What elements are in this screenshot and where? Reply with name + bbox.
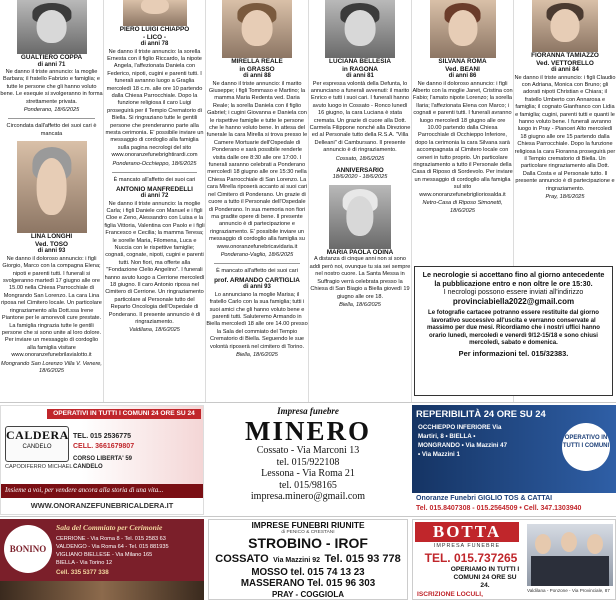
deceased-age: di anni 71 [37, 61, 66, 68]
deceased-alias: Ved. BEANI [445, 65, 480, 73]
notice-email: provinciabiella2022@gmail.com [452, 297, 575, 306]
ad-title: REPERIBILITÀ 24 ORE SU 24 [416, 408, 546, 419]
ad-address: CORSO LIBERTA' 59 CANDELO [73, 456, 132, 470]
obit-intro: È mancato all'affetto dei suoi cari [216, 268, 298, 275]
deceased-age: di anni 86 [448, 73, 477, 80]
obit-column-3 [206, 0, 308, 402]
ad-caldera [0, 405, 204, 515]
ad-title: Impresa funebre [277, 406, 339, 416]
ad-phone: Cell. 335 5377 338 [56, 569, 109, 576]
deceased-photo [329, 185, 391, 249]
ad-brand: Onoranze Funebri GIGLIO TOS & CATTAI [416, 495, 553, 502]
notice-info: Per informazioni tel. 015/32383. [458, 348, 569, 358]
ad-minero [208, 405, 408, 515]
ad-header: OPERATIVI IN TUTTI I COMUNI 24 ORE SU 24 [47, 409, 201, 419]
obit-text: Ne danno il triste annuncio: la sorella Ernesta con il figlio Riccardo, la nipote Angela, l'affezionata Daniela con Federico, nipoti, cugini e parenti tutti. I funerali avranno luogo a Graglia mercoledì 18 c.m. alle ore 10 partendo dalla Chiesa Parrocchiale. Dopo la funzione religiosa il caro Luigi proseguirà per il Tempio Crematorio di Biella. Si ringraziano tutte le gentili persone che prenderanno parte alla mesta cerimonia. E' possibile inviare un messaggio di cordoglio alla famiglia sulla pagina necrologi del sito www.onoranzefunebrightirardi.com [105, 48, 204, 159]
ad-address: Cossato - Via Marconi 13 [256, 445, 360, 456]
obit-column-6 [514, 0, 616, 262]
ad-locations: OCCHIEPPO INFERIORE Via Martiri, 8 • BIELLA • MONGRANDO • Via Mazzini 47 • Via Mazzini 1 [418, 424, 508, 458]
ad-phone: TEL. 015 2536775 [73, 433, 131, 440]
obit-text: A distanza di cinque anni non si sono addi però noi, ovunque tu sia sei sempre nel nostro cuore. La Santa Messa in Suffragio verrà celebrata presso la Chiesa di San Biagio a Biella giovedì 19 giugno alle ore 18. [309, 256, 411, 300]
deceased-name: MARIA PAOLA ODINA [326, 248, 394, 256]
ad-address: CERRIONE - Via Roma 8 - Tel. 015 2583 63 [56, 536, 166, 542]
deceased-age: di anni 72 [140, 193, 169, 200]
obit-text: Ne danno il triste annuncio: la moglie Carla; i figli Daniele con Manuel e i figli Cloe e Zeno, Alessandro con Luisa e la figlia Vittoria, Valentina con Paolo e i figli Francesco e Cecilia; la mamma Teresa; le sorelle Maria, Filomena, Luca e Nuccia con le rispettive famiglie; cognati, cognate, nipoti, cugini e parenti tutti. Non fiori, ma offerte alla "Fondazione Clelio Angelino". I funerali hanno avuto luogo a Cerrione mercoledì 18 giugno. Il caro Antonio riposa nel Cimitero di Cerrione. Un ringraziamento particolare al Personale tutto del Reparto Oncologia dell'Ospedale di Ponderano. Il presente annuncio è di ringraziamento. [104, 200, 205, 325]
deceased-name: prof. ARMANDO CARTIGLIA [214, 276, 300, 284]
deceased-photo [325, 0, 395, 58]
deceased-age: di anni 93 [37, 248, 66, 255]
deceased-alias: Ved. VETTORELLO [536, 59, 594, 67]
obit-text: Ne danno il doloroso annuncio: i figli Giorgio, Marco con la compagna Elena; nipoti e parenti tutti. I funerali si svolgeranno martedì 17 giugno alle ore 15.00 nella Chiesa Parrocchiale di Mongrando San Lorenzo. La cara Lina riposa nel Cimitero locale. Un particolare ringraziamento alla Dott.ssa Irene Piantone per le amorevoli cure prestate. La famiglia ringrazia tutte le gentili persone che si sono unite al loro dolore. Per inviare un messaggio di cordoglio alla famiglia visitare www.onoranzefunebrilavialotto.it [1, 255, 102, 359]
obit-signature: Ponderano-Occhieppo, 18/6/2025 [112, 160, 197, 167]
ad-email: impresa.minero@gmail.com [250, 491, 366, 502]
ad-town: PRAY - COGGIOLA [271, 589, 344, 599]
ad-address: Via Mazzini 92 [273, 556, 321, 564]
obit-column-1 [0, 0, 103, 402]
ad-town: COSSATO [215, 552, 269, 565]
ad-address: Lessona - Via Roma 21 [261, 468, 355, 479]
submission-notice [414, 266, 613, 396]
obit-text: Ne danno il triste annuncio: la moglie Barbara; il fratello Fabrizio e famiglia; e tutte le persone che gli hanno voluto bene. Le esequie si svolgeranno in forma strettamente privata. [0, 69, 103, 105]
obit-signature: Ponderano-Vaglio, 18/6/2025 [220, 251, 294, 258]
ad-phone: tel. 015/98165 [279, 479, 337, 491]
ad-address: BIELLA - Via Torino 12 [56, 560, 113, 566]
ad-brand: MINERO [245, 416, 371, 446]
ad-service: OPERIAMO IN TUTTI I COMUNI 24 ORE SU 24. [450, 566, 520, 589]
deceased-photo [17, 0, 87, 54]
deceased-age: di anni 88 [243, 73, 271, 80]
deceased-photo [532, 0, 598, 52]
ad-subtitle: di PENICO & CRESTANI [281, 530, 335, 535]
ad-cell: CELL. 3661679807 [73, 443, 135, 450]
ad-phone: TEL. 015.737265 [424, 551, 518, 565]
ad-phone: tel. 015/922108 [276, 456, 340, 468]
ad-bonino [0, 519, 204, 600]
obit-signature: Pray, 18/6/2025 [545, 194, 585, 201]
section-title: ANNIVERSARIO [336, 167, 384, 175]
ad-address: VIGLIANO BIELLESE - Via Milano 165 [56, 552, 153, 558]
obit-intro: È mancato all'affetto dei suoi cari [113, 177, 196, 184]
ad-brand-sub: CANDELO [22, 444, 52, 450]
ad-title: IMPRESE FUNEBRI RIUNITE [251, 520, 365, 530]
obit-text: Ne danno il triste annuncio: il marito Giuseppe; i figli Tommaso e Martino; la mamma Maria Redenta ved. Daria Reale; la sorella Daniela con il figlio Gabriel; i cugini Giovanna e Daniela con le rispettive famiglie e tutte le persone che le hanno voluto bene. In attesa del funerale la cara Mirella si trova presso le Camere Mortuarie dell'Ospedale di Ponderano e sarà possibile renderle visita dalle ore 8:30 alle ore 17:00. I funerali saranno celebrati a Ponderano mercoledì 18 giugno alle ore 15:30 nella Chiesa Parrocchiale di San Lorenzo. La cara Mirella riposerà accanto ai suoi cari nel Cimitero di Ponderano. Un grazie di cuore a tutto il Personale dell'Ospedale di Ponderano. In sua memoria non fiori ma gradite opere di bene. Il presente annuncio è di partecipazione e ringraziamento. E' possibile inviare un messaggio di cordoglio alla famiglia su www.onoranzefunebricavidaria.it [206, 80, 308, 250]
deceased-age: di anni 93 [243, 284, 271, 291]
ad-owner: CAPODIFERRO MICHAEL [5, 464, 73, 470]
obit-text: Ne danno il doloroso annuncio: i figli Alberto con la moglie Janet, Cristina con Fabio; l'amato nipote Lorenzo; la sorella Ilaria; l'affezionata Elena con Marco; i cognati e parenti tutti. I funerali avranno luogo mercoledì 18 giugno alle ore 10.00 partendo dalla Chiesa Parrocchiale di Occhieppo Inferiore, dopo la cerimonia la cara Silvana sarà accompagnata al Cimitero locale con ceneri in tutto proprio. Un particolare ringraziamento a tutto il Personale della Casa di Riposo di Sordevolo. Per inviare un messaggio di cordoglio alla famiglia sul sito www.onoranzefunebriglioriosalda.it [412, 80, 513, 198]
deceased-name: LUCIANA BELLESIA [329, 58, 391, 65]
deceased-name: ANTONIO MANFREDELLI [116, 185, 193, 193]
obit-signature: Biella, 18/6/2025 [339, 301, 381, 308]
obit-column-5 [412, 0, 513, 262]
ad-phone: MASSERANO Tel. 015 96 303 [240, 578, 376, 590]
ad-botta [412, 519, 616, 600]
obit-signature: Cossato, 18/6/2025 [335, 155, 385, 162]
ad-brand: BOTTA [415, 522, 519, 542]
staff-photo [527, 524, 613, 586]
anniversary-dates: 18/6/2020 - 18/6/2025 [332, 174, 388, 181]
notice-line: Le necrologie si accettano fino al giorno antecedente [422, 270, 605, 279]
deceased-alias: Ved. TOSO [35, 240, 68, 248]
obit-text: Ne danno il triste annuncio: i figli Claudio con Adriana, Monica con Bruno; gli adorati nipoti Christian e Chiara; il fratello Umberto con Annarosa e famiglia; il cognato Gianfranco con Lidia e famiglia; cugini, parenti tutti e quanti le hanno voluto bene. I funerali avranno luogo in Pray - Pianceri Alto mercoledì 18 giugno alle ore 15 partendo dalla Chiesa Parrocchiale. Dopo la funzione religiosa la cara Fioranna proseguirà per il Tempio crematorio di Biella. Un particolare ringraziamento alla Dott. Dalla Costa e al Personale tutto. Il presente annuncio è di partecipazione e ringraziamento. [514, 74, 616, 192]
ad-phone: MOSSO tel. 015 74 13 23 [251, 566, 365, 578]
deceased-alias: in GRASSO [239, 65, 275, 73]
ad-brand: CALDERA [6, 428, 69, 442]
deceased-name: LINA LONGHI [30, 233, 73, 241]
obit-text: Lo annunciano la moglie Marisa; il fratello Carlo con la sua famiglia; tutti i suoi amici che gli hanno voluto bene e parenti tutti. Saluteremo Armando in Biella mercoledì 18 alle ore 14.00 presso la Sala del commiato del Tempio Crematorio di Biella. Seguendo le sue volontà riposerà nel cimitero di Torino. [206, 291, 308, 350]
ad-brand: STROBINO - IROF [248, 534, 368, 551]
ad-badge: OPERATIVO IN TUTTI I COMUNI [562, 423, 610, 471]
deceased-name: PIERO LUIGI CHIAPPO [119, 26, 190, 33]
ad-website: WWW.ONORANZEFUNEBRICALDERA.IT [30, 501, 174, 510]
deceased-alias: - LICO - [142, 33, 167, 41]
obit-signature: Biella, 18/6/2025 [236, 352, 278, 358]
deceased-alias: in RAGONA [342, 65, 378, 73]
notice-body: Le fotografie cartacee potranno essere restituite dal giorno lavorativo successivo all'uscita e verranno conservate al massimo per due mesi. Ricordiamo che i nostri uffici hanno orario lunedì, mercoledì e venerdì 9/12-15/18 e sono chiusi mercoledì, sabato e domenica. [426, 309, 601, 347]
deceased-age: di anni 84 [551, 67, 579, 74]
ad-title: Sala del Commiato per Cerimonie [56, 523, 163, 532]
ad-slogan: Insieme a voi, per vendere ancora alla storia di una vita... [5, 487, 164, 494]
deceased-photo [17, 141, 87, 233]
ad-phone: Tel. 015 93 778 [324, 552, 401, 565]
ad-address: Valdilana - Ponzone - Via Provinciale, 87 [527, 588, 610, 593]
ad-brand: BONINO [4, 525, 52, 573]
deceased-photo [123, 0, 187, 26]
obit-signature: Ponderano, 18/6/2025 [23, 107, 80, 114]
notice-line: la pubblicazione entro e non oltre le ore 15:30. [434, 279, 593, 288]
deceased-name: FIORANNA TAMIAZZO [531, 52, 599, 59]
ad-giglio [412, 405, 616, 515]
obit-signature: Mongrando San Lorenzo Villa V. Venere, 18/6/2025 [1, 360, 102, 374]
ad-subtitle: IMPRESA FUNEBRE [433, 543, 501, 549]
ad-phone: Tel. 015.8407308 - 015.2564509 • Cell. 347.1303940 [416, 505, 582, 512]
deceased-photo [430, 0, 496, 58]
obit-signature: Valdilana, 18/6/2025 [129, 327, 180, 334]
ad-service: ISCRIZIONE LOCULI, [417, 591, 483, 598]
obit-signature: Netro-Casa di Riposo Simonetti, 18/6/2025 [422, 200, 503, 214]
ad-strobino [208, 519, 408, 600]
deceased-name: MIRELLA REALE [231, 58, 283, 65]
deceased-age: di anni 81 [346, 73, 374, 80]
notice-line: I necrologi possono essere inviati all'indirizzo [443, 289, 584, 296]
obit-intro: Circondata dall'affetto dei suoi cari è mancata [6, 123, 97, 137]
deceased-name: GUALTIERO COPPA [20, 54, 83, 61]
deceased-age: di anni 78 [140, 41, 169, 48]
obit-column-2 [104, 0, 205, 402]
deceased-photo [222, 0, 292, 58]
obit-text: Per espressa volontà della Defunta, lo annunciano a funerali avvenuti: il marito Enrico e tutti i suoi cari. I funerali hanno avuto luogo in Cossato - Ronco lunedì 16 giugno, la cara Luciana è stata cremata. Un grazie di cuore alla Dott. Carmela Filippone nonché alla Direzione ed al Personale tutto della R.S.A. "Villa Delleani" di Cambursano. Il presente annuncio è di ringraziamento. [309, 80, 411, 154]
deceased-name: SILVANA ROMA [438, 58, 487, 65]
obit-column-4 [309, 0, 411, 402]
ad-address: VALDENGO - Via Roma 64 - Tel. 015 881935 [56, 544, 169, 550]
